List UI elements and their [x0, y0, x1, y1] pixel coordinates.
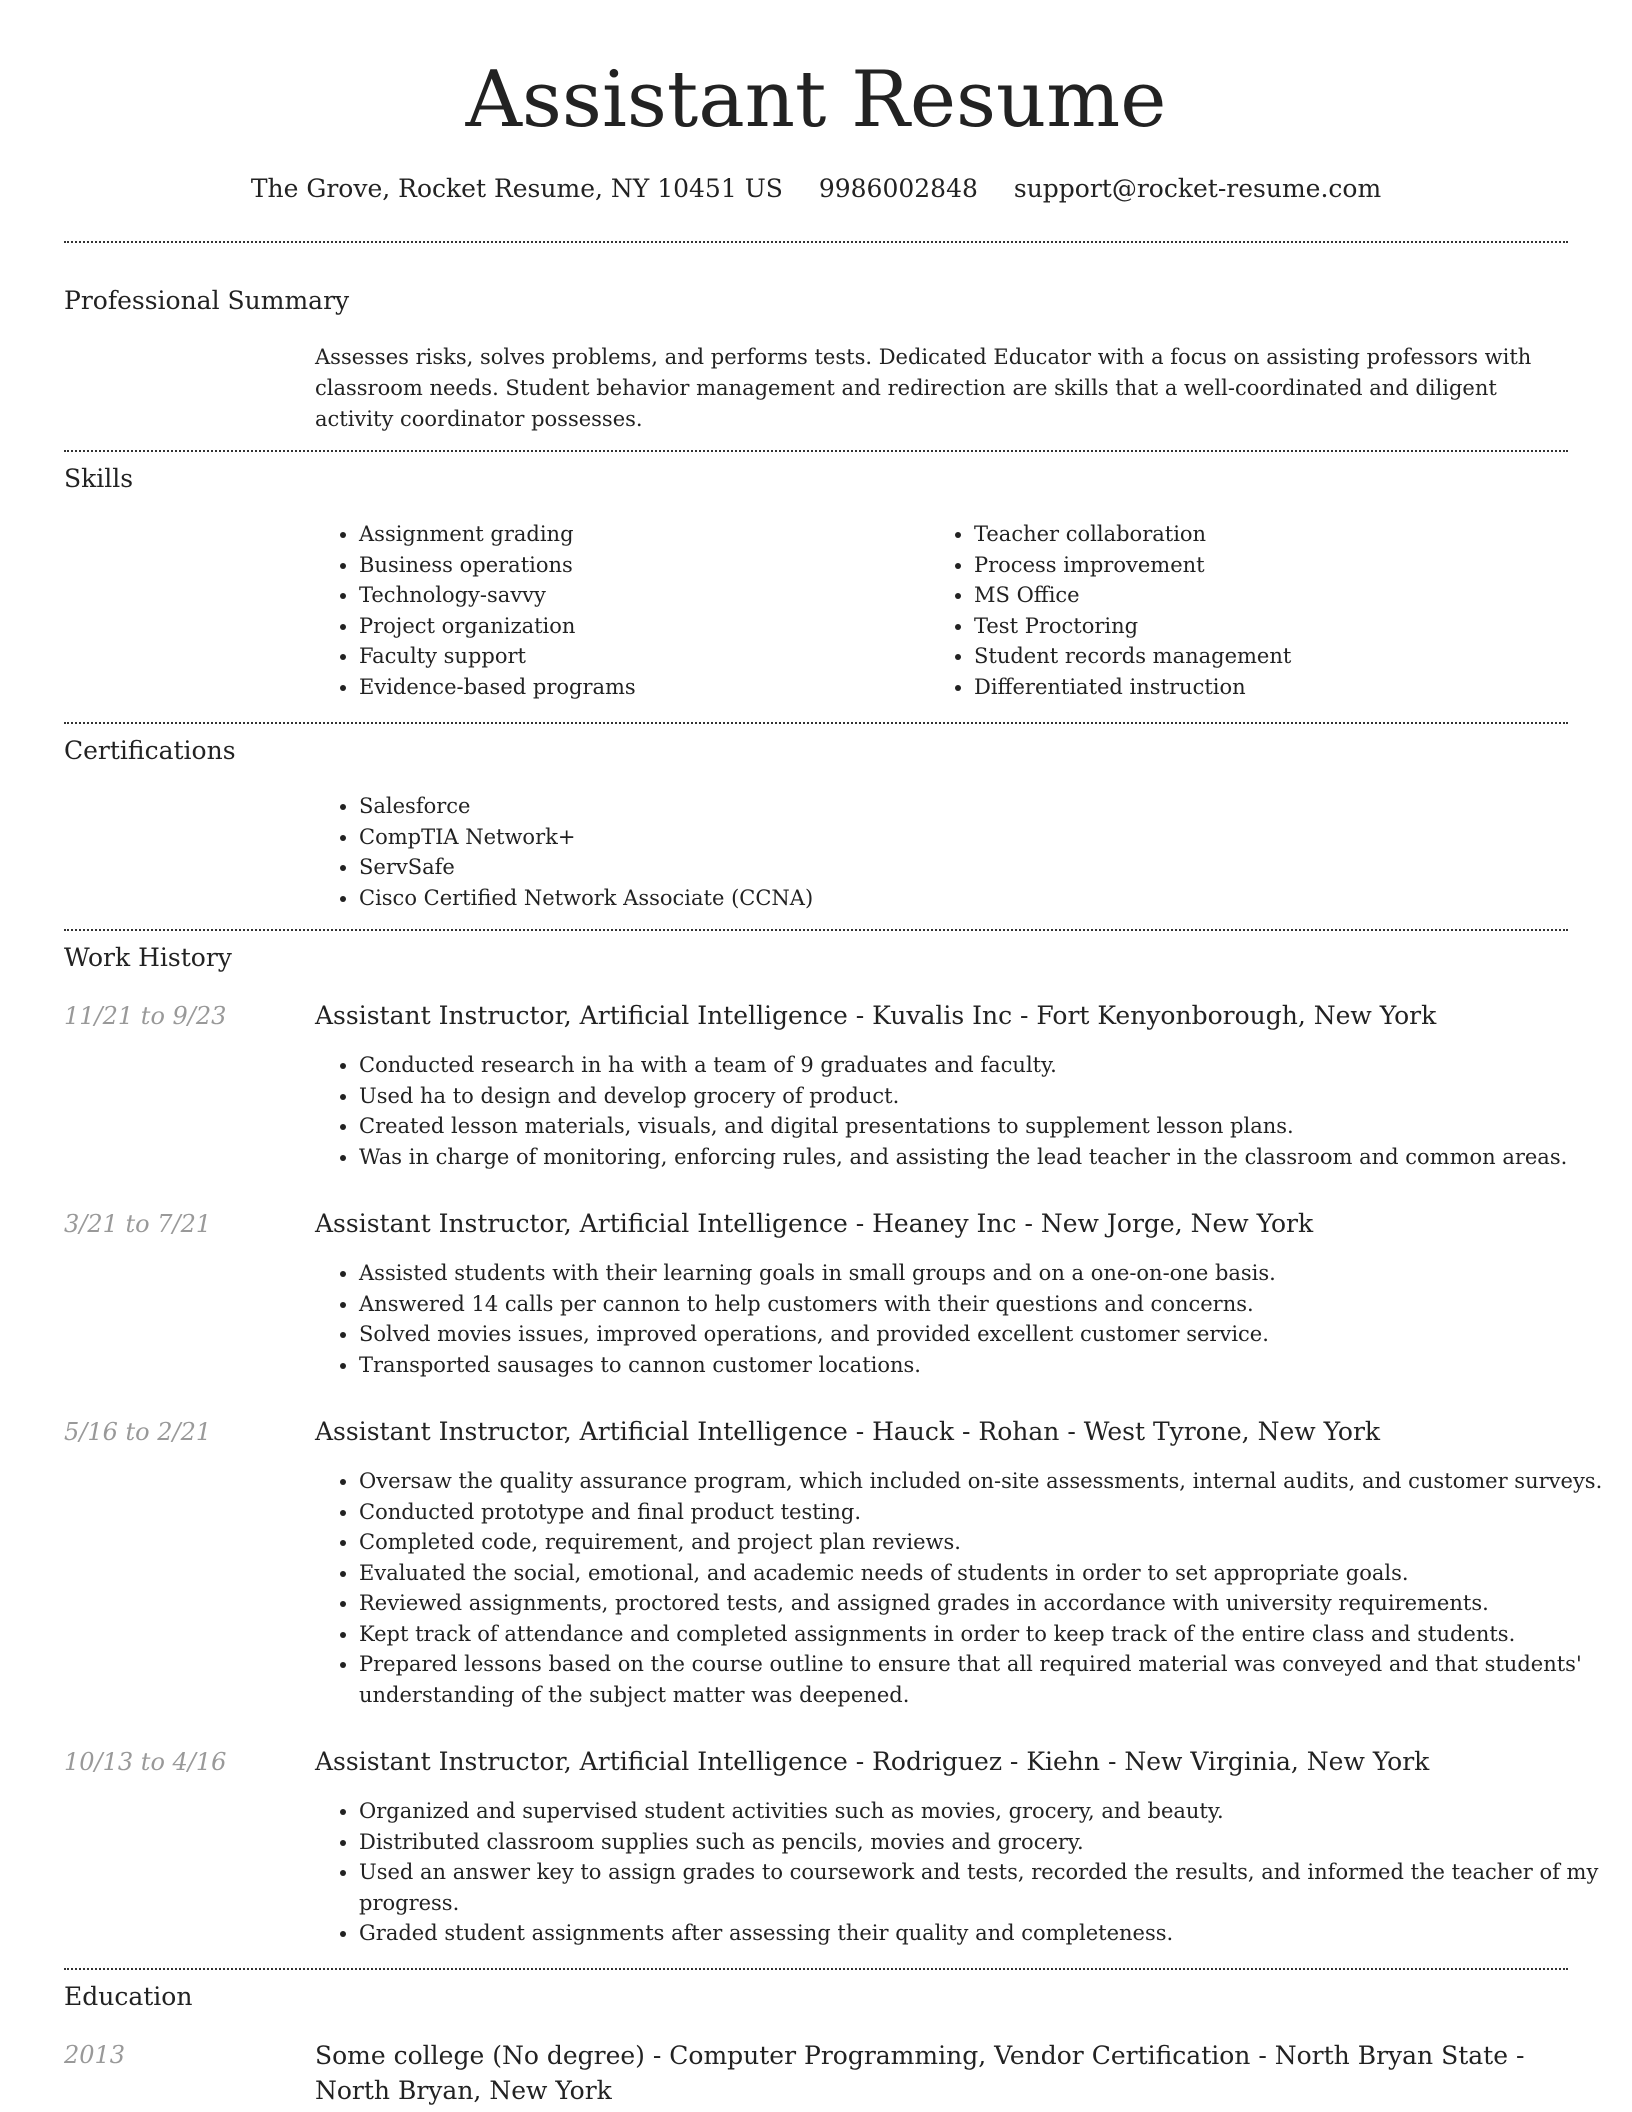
job-dates: 10/13 to 4/16	[64, 1748, 227, 1776]
list-item: • Used ha to design and develop grocery of product.	[359, 1081, 1604, 1112]
certifications-list	[315, 791, 1559, 913]
contact-phone: 9986002848	[818, 174, 978, 203]
list-item: • Assignment grading	[359, 519, 919, 550]
job-dates: 11/21 to 9/23	[64, 1002, 227, 1030]
skills-list-left	[315, 519, 919, 702]
list-item: • Prepared lessons based on the course outline to ensure that all required material was conveyed and that students' understanding of the subject matter was deepened.	[359, 1649, 1604, 1710]
list-item: • Technology-savvy	[359, 580, 919, 611]
list-item: • Created lesson materials, visuals, and digital presentations to supplement lesson plans.	[359, 1111, 1604, 1142]
list-item: • Reviewed assignments, proctored tests, and assigned grades in accordance with university requirements.	[359, 1588, 1604, 1619]
list-item: • MS Office	[974, 580, 1574, 611]
list-item: • Project organization	[359, 611, 919, 642]
job-dates: 3/21 to 7/21	[64, 1210, 212, 1238]
list-item: • Was in charge of monitoring, enforcing rules, and assisting the lead teacher in the classroom and common areas.	[359, 1142, 1604, 1173]
list-item: • Business operations	[359, 550, 919, 581]
section-divider	[64, 1968, 1568, 1970]
section-title-summary: Professional Summary	[64, 286, 350, 315]
list-item: • Salesforce	[359, 791, 1559, 822]
list-item: • Oversaw the quality assurance program, which included on-site assessments, internal audits, and customer surveys.	[359, 1466, 1604, 1497]
section-title-certifications: Certifications	[64, 736, 236, 765]
job-bullets	[315, 1796, 1604, 1949]
list-item: • CompTIA Network+	[359, 822, 1559, 853]
resume-name: Assistant Resume	[465, 55, 1167, 145]
section-title-education: Education	[64, 1982, 193, 2011]
job-title: Assistant Instructor, Artificial Intelligence - Heaney Inc - New Jorge, New York	[315, 1209, 1314, 1238]
section-title-skills: Skills	[64, 464, 134, 493]
contact-email: support@rocket-resume.com	[1013, 174, 1382, 203]
list-item: • ServSafe	[359, 852, 1559, 883]
job-title: Assistant Instructor, Artificial Intelligence - Kuvalis Inc - Fort Kenyonborough, New York	[315, 1001, 1437, 1030]
section-title-work-history: Work History	[64, 943, 232, 972]
list-item: • Evidence-based programs	[359, 672, 919, 703]
list-item: • Test Proctoring	[974, 611, 1574, 642]
list-item: • Evaluated the social, emotional, and academic needs of students in order to set appropriate goals.	[359, 1558, 1604, 1589]
section-divider	[64, 722, 1568, 724]
list-item: • Faculty support	[359, 641, 919, 672]
list-item: • Student records management	[974, 641, 1574, 672]
summary-text: Assesses risks, solves problems, and performs tests. Dedicated Educator with a focus on assisting professors with classroom needs. Student behavior management and redirection are skills that a well-coordinated and diligent activity coordinator possesses.	[315, 345, 1532, 431]
contact-line	[0, 172, 1632, 206]
header-divider	[64, 241, 1568, 243]
section-divider	[64, 450, 1568, 452]
job-dates: 5/16 to 2/21	[64, 1418, 212, 1446]
list-item: • Conducted research in ha with a team of 9 graduates and faculty.	[359, 1050, 1604, 1081]
list-item: • Process improvement	[974, 550, 1574, 581]
list-item: • Transported sausages to cannon customer locations.	[359, 1350, 1604, 1381]
list-item: • Assisted students with their learning goals in small groups and on a one-on-one basis.	[359, 1258, 1604, 1289]
list-item: • Completed code, requirement, and project plan reviews.	[359, 1527, 1604, 1558]
list-item: • Differentiated instruction	[974, 672, 1574, 703]
list-item: • Used an answer key to assign grades to coursework and tests, recorded the results, and informed the teacher of my progress.	[359, 1857, 1604, 1918]
job-bullets	[315, 1466, 1604, 1710]
job-title: Assistant Instructor, Artificial Intelligence - Rodriguez - Kiehn - New Virginia, New York	[315, 1747, 1430, 1776]
job-bullets	[315, 1050, 1604, 1172]
job-bullets	[315, 1258, 1604, 1380]
list-item: • Graded student assignments after assessing their quality and completeness.	[359, 1918, 1604, 1949]
education-year: 2013	[64, 2041, 126, 2069]
job-title: Assistant Instructor, Artificial Intelligence - Hauck - Rohan - West Tyrone, New York	[315, 1417, 1381, 1446]
list-item: • Distributed classroom supplies such as pencils, movies and grocery.	[359, 1827, 1604, 1858]
list-item: • Answered 14 calls per cannon to help customers with their questions and concerns.	[359, 1289, 1604, 1320]
skills-list-right	[930, 519, 1574, 702]
list-item: • Conducted prototype and final product testing.	[359, 1497, 1604, 1528]
list-item: • Organized and supervised student activities such as movies, grocery, and beauty.	[359, 1796, 1604, 1827]
list-item: • Kept track of attendance and completed assignments in order to keep track of the entire class and students.	[359, 1619, 1604, 1650]
list-item: • Cisco Certified Network Associate (CCNA)	[359, 883, 1559, 914]
list-item: • Teacher collaboration	[974, 519, 1574, 550]
contact-address: The Grove, Rocket Resume, NY 10451 US	[250, 174, 783, 203]
education-title: Some college (No degree) - Computer Programming, Vendor Certification - North Bryan State - North Bryan, New York	[315, 2041, 1525, 2105]
section-divider	[64, 929, 1568, 931]
list-item: • Solved movies issues, improved operations, and provided excellent customer service.	[359, 1319, 1604, 1350]
